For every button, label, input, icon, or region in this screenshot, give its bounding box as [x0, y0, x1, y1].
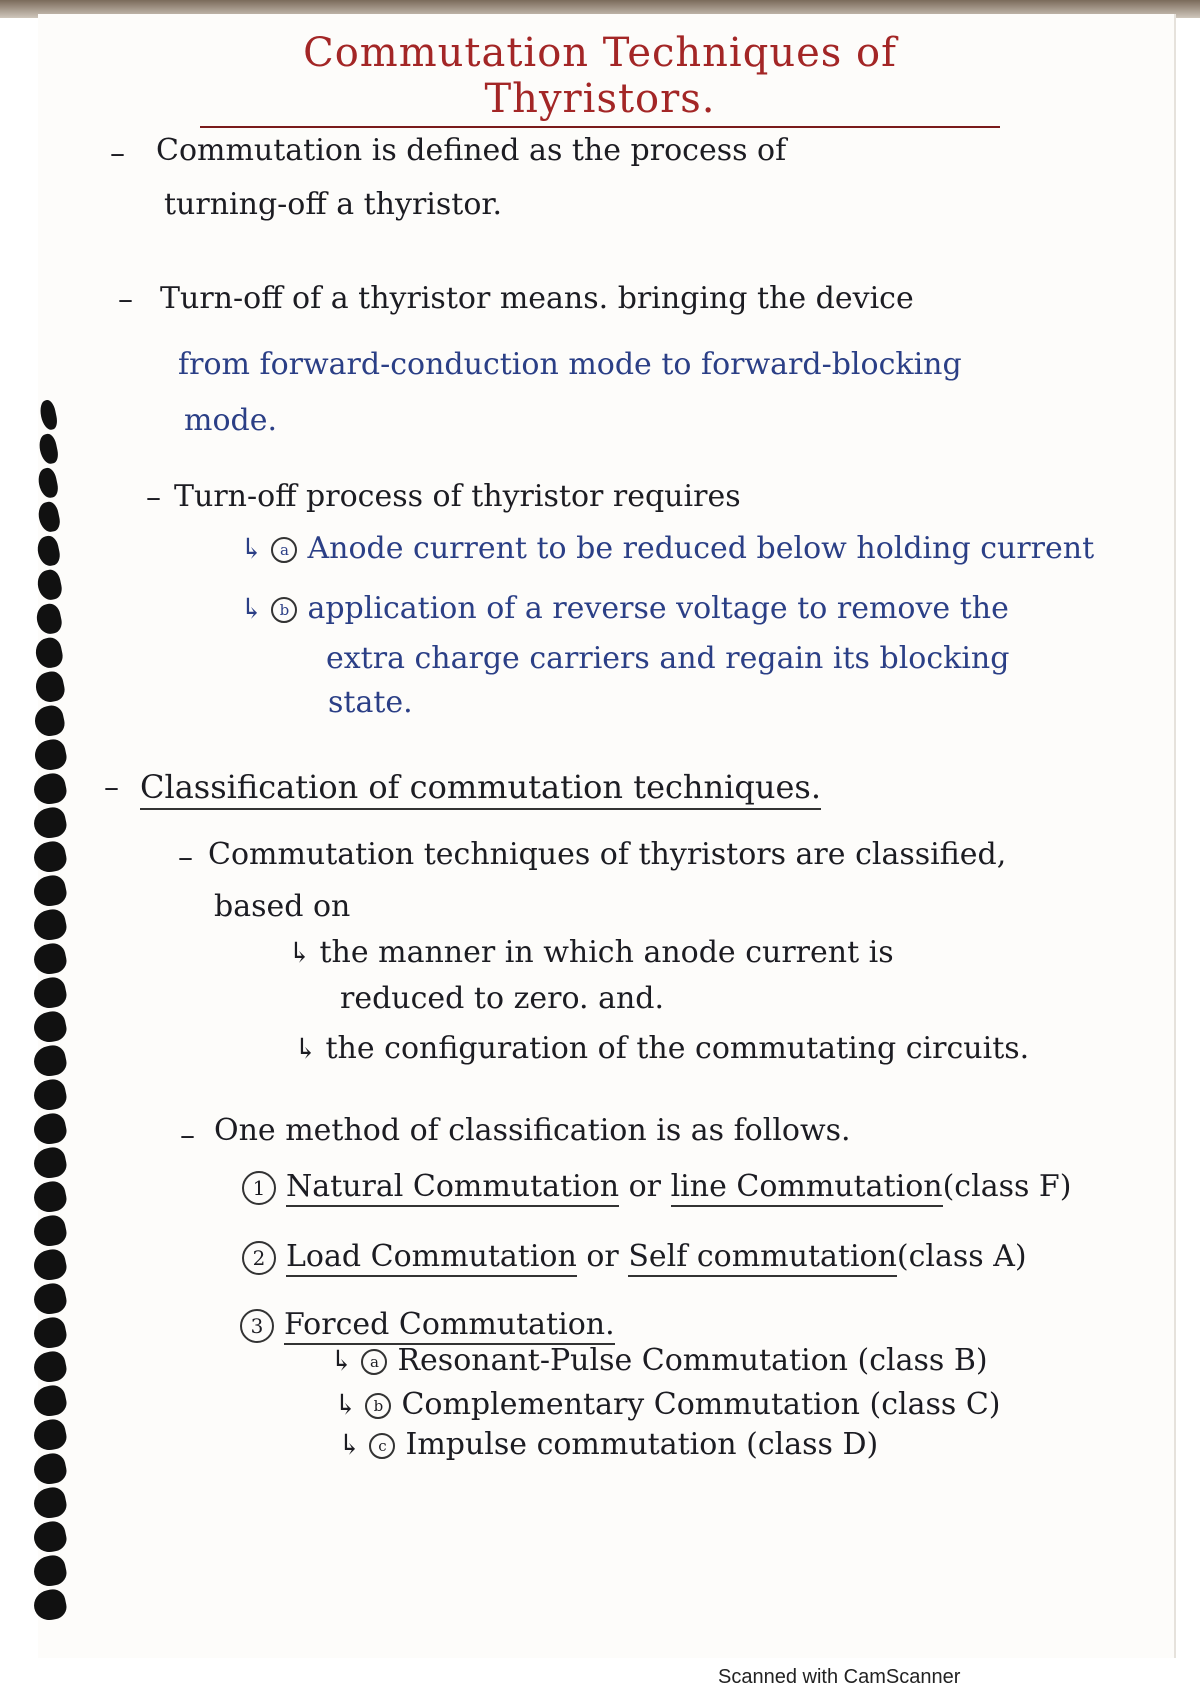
basis-2 [294, 1030, 1029, 1068]
spiral-binding [0, 0, 100, 1698]
bullet-dash: – [146, 480, 161, 515]
binding-ring [31, 1485, 69, 1521]
classified-line-1: Commutation techniques of thyristors are classified, [208, 837, 1007, 872]
binding-ring [31, 1145, 69, 1181]
method-2-alt: Self commutation [628, 1239, 897, 1277]
binding-ring [31, 1315, 69, 1351]
binding-ring [31, 941, 69, 977]
binding-ring [31, 1043, 69, 1079]
method-2-class: (class A) [896, 1239, 1027, 1274]
method-1-alt: line Commutation [671, 1169, 943, 1207]
arrow-icon: ↳ [240, 592, 264, 625]
binding-ring [33, 669, 66, 704]
basis-1-line-2: reduced to zero. and. [340, 981, 665, 1016]
method-1-class: (class F) [942, 1169, 1072, 1204]
binding-ring [36, 500, 62, 533]
binding-ring [31, 1417, 69, 1453]
requirement-b [240, 590, 1009, 628]
definition-line-2: turning-off a thyristor. [164, 187, 502, 222]
binding-ring [31, 873, 69, 909]
method-2 [242, 1238, 1027, 1276]
binding-ring [31, 1451, 69, 1487]
binding-ring [35, 568, 64, 602]
classified-line-2: based on [214, 889, 351, 924]
arrow-icon: ↳ [240, 532, 264, 565]
binding-ring [35, 534, 62, 568]
method-2-or: or [586, 1239, 619, 1274]
basis-1 [288, 934, 894, 972]
turnoff-line-3: mode. [184, 403, 278, 438]
binding-ring [31, 1179, 69, 1215]
requirement-a [240, 530, 1094, 568]
marker-b: b [365, 1393, 391, 1419]
forced-sub-b-text: Complementary Commutation (class C) [401, 1387, 1001, 1422]
number-2: 2 [242, 1241, 276, 1275]
binding-ring [32, 737, 68, 773]
method-1-name: Natural Commutation [286, 1169, 619, 1207]
page-title: Commutation Techniques of Thyristors. [200, 30, 1000, 128]
forced-sub-c-text: Impulse commutation (class D) [405, 1427, 879, 1462]
method-1 [242, 1168, 1071, 1206]
binding-ring [31, 1077, 69, 1113]
binding-ring [31, 1349, 69, 1385]
binding-ring [31, 907, 69, 943]
arrow-icon: ↳ [334, 1388, 358, 1421]
method-2-name: Load Commutation [286, 1239, 577, 1277]
marker-b: b [271, 597, 297, 623]
binding-ring [32, 703, 67, 738]
binding-ring [31, 1247, 69, 1283]
requirement-b-line-2: extra charge carriers and regain its blocking [326, 641, 1010, 676]
requirement-a-text: Anode current to be reduced below holding current [307, 531, 1095, 566]
binding-ring [31, 1009, 69, 1045]
binding-ring [31, 1281, 69, 1317]
binding-ring [31, 1213, 69, 1249]
arrow-icon: ↳ [294, 1032, 318, 1065]
binding-ring [31, 1587, 69, 1623]
binding-ring [31, 1383, 69, 1419]
number-3: 3 [240, 1309, 274, 1343]
marker-c: c [369, 1433, 395, 1459]
forced-sub-c [338, 1426, 878, 1464]
binding-ring [31, 839, 69, 875]
method-3-name: Forced Commutation. [284, 1307, 615, 1345]
binding-ring [31, 805, 69, 841]
method-1-or: or [628, 1169, 662, 1204]
requirement-b-line-3: state. [328, 685, 413, 720]
binding-ring [34, 602, 64, 636]
binding-ring [37, 433, 60, 466]
binding-ring [31, 1519, 69, 1555]
marker-a: a [361, 1349, 387, 1375]
bullet-dash: – [110, 136, 125, 171]
binding-ring [33, 636, 65, 671]
method-3 [240, 1306, 615, 1344]
binding-ring [31, 771, 69, 807]
method-intro: One method of classification is as follows. [214, 1113, 851, 1148]
number-1: 1 [242, 1171, 276, 1205]
forced-sub-a-text: Resonant-Pulse Commutation (class B) [397, 1343, 988, 1378]
arrow-icon: ↳ [330, 1344, 354, 1377]
bullet-dash: – [104, 770, 119, 805]
binding-ring [31, 1111, 69, 1147]
scanner-watermark: Scanned with CamScanner [718, 1666, 961, 1688]
turnoff-line-1: Turn-off of a thyristor means. bringing the device [160, 281, 914, 316]
arrow-icon: ↳ [288, 936, 312, 969]
forced-sub-b [334, 1386, 1001, 1424]
bullet-dash: – [178, 840, 193, 875]
definition-line-1: Commutation is defined as the process of [156, 133, 787, 168]
binding-ring [36, 466, 60, 499]
forced-sub-a [330, 1342, 988, 1380]
bullet-dash: – [118, 282, 133, 317]
marker-a: a [271, 537, 297, 563]
requires-line: Turn-off process of thyristor requires [174, 479, 741, 514]
binding-ring [31, 1553, 69, 1589]
arrow-icon: ↳ [338, 1428, 362, 1461]
bullet-dash: – [180, 1118, 195, 1153]
turnoff-line-2: from forward-conduction mode to forward-blocking [178, 347, 962, 382]
requirement-b-text: application of a reverse voltage to remove the [307, 591, 1009, 626]
basis-1-text: the manner in which anode current is [319, 935, 894, 970]
binding-ring [38, 399, 59, 431]
binding-ring [31, 975, 69, 1011]
classification-heading: Classification of commutation techniques. [140, 768, 821, 810]
basis-2-text: the configuration of the commutating circuits. [325, 1031, 1030, 1066]
